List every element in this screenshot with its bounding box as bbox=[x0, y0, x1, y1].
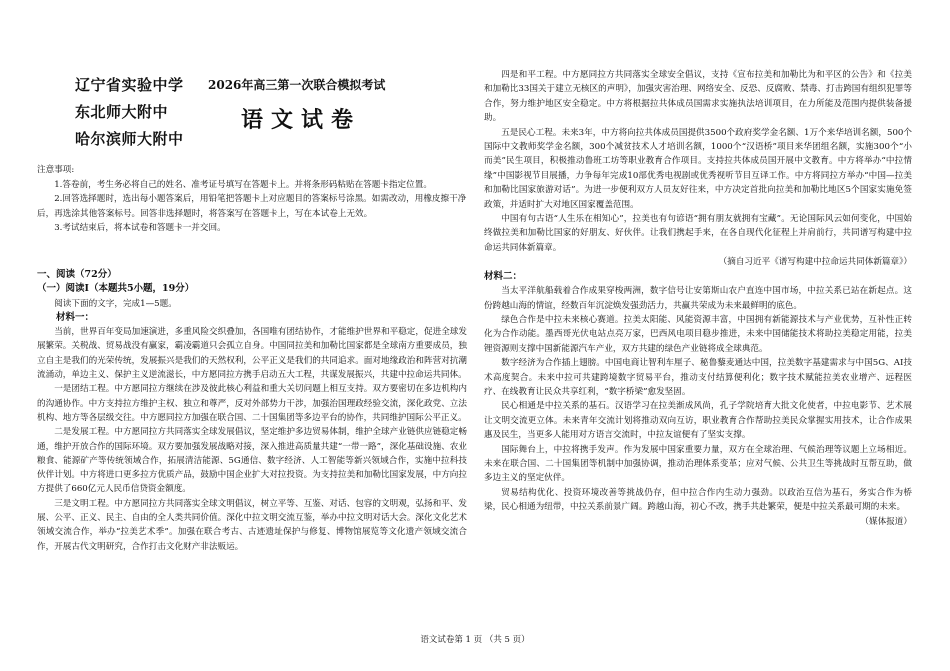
source-citation: （摘自习近平《谱写构建中拉命运共同体新篇章》） bbox=[718, 257, 912, 268]
paragraph: 当太平洋航船载着合作成果穿梭两洲，数字信号让安第斯山农户直连中国市场，中拉关系已站在新起点。这份跨越山海的情谊，经数百年沉淀焕发强劲活力，共赢共荣成为未来最鲜明的底色。 bbox=[484, 286, 912, 311]
paragraph: 一是团结工程。中方愿同拉方继续在涉及彼此核心利益和重大关切问题上相互支持。双方要密切在多边机构内的沟通协作。中方支持拉方维护主权、独立和尊严，反对外部势力干涉，加强治国理政经验交流，深化政党、立法机构、地方等各层级交往。中方愿同拉方加强在联合国、二十国集团等多边平台的协作，共同维护国际公平正义。 bbox=[37, 384, 467, 423]
right-column bbox=[484, 68, 912, 626]
notice-item: 3.考试结束后，将本试卷和答题卡一并交回。 bbox=[54, 223, 226, 233]
paragraph: 民心相通是中拉关系的基石。汉语学习在拉美渐成风尚，孔子学院培育大批文化使者，中拉电影节、艺术展让文明交流更立体。未来青年交流计划将推动双向互访，职业教育合作帮助拉美民众掌握实用技术，让合作成果惠及民生，当更多人能用对方语言交流时，中拉友谊便有了坚实支撑。 bbox=[484, 401, 912, 441]
paragraph: 五是民心工程。未来3年，中方将向拉共体成员国提供3500个政府奖学金名额、1万个来华培训名额，500个国际中文教师奖学金名额，300个减贫技术人才培训名额，1000个“汉语桥”项目来华团组名额，实施300个“小而美”民生项目，积极推动鲁班工坊等职业教育合作项目。支持拉共体成员国开展中文教育。中方将举办“中拉情缘”中国影视节目展播，力争每年完成10部优秀电视剧或优秀视听节目互译工作。中方将同拉方举办“中国—拉美和加勒比国家旅游对话”。为进一步便利双方人员友好往来，中方决定首批向拉美和加勒比地区5个国家实施免签政策，并适时扩大对地区国家覆盖范围。 bbox=[484, 127, 912, 210]
instruction: 阅读下面的文字，完成1—5题。 bbox=[54, 298, 177, 309]
school-name: 哈尔滨师大附中 bbox=[75, 130, 184, 148]
notice-item: 1.答卷前，考生务必将自己的姓名、准考证号填写在答题卡上。并将条形码粘贴在答题卡指定位置。 bbox=[54, 179, 432, 190]
paragraph: 国际舞台上，中拉将携手发声。作为发展中国家重要力量，双方在全球治理、气候治理等议题上立场相近。未来在联合国、二十国集团等机制中加强协调，推动治理体系变革；应对气候、公共卫生等挑战时互帮互助，做多边主义的坚定伙伴。 bbox=[484, 444, 912, 484]
exam-notice bbox=[37, 163, 467, 236]
left-column bbox=[37, 268, 467, 630]
school-names bbox=[75, 72, 195, 153]
notice-item: 2.回答选择题时，选出每小题答案后，用铅笔把答题卡上对应题目的答案标号涂黑。如需改动，用橡皮擦干净后，再选涂其他答案标号。回答非选择题时，将答案写在答题卡上，写在本试卷上无效。 bbox=[37, 194, 467, 219]
paragraph: 当前，世界百年变局加速演进，多重风险交织叠加，各国唯有团结协作，才能维护世界和平稳定，促进全球发展繁荣。关税战、贸易战没有赢家，霸凌霸道只会孤立自身。中国同拉美和加勒比国家都是全球南方重要成员，独立自主是我们的光荣传统，发展振兴是我们的天然权利，公平正义是我们的共同追求。面对地缘政治和阵营对抗潮流涌动，单边主义、保护主义逆流滋长，中方愿同拉方携手启动五大工程，共谋发展振兴，共建中拉命运共同体。 bbox=[37, 327, 467, 381]
subsection-heading: （一）阅读Ⅰ（本题共5小题，19分） bbox=[37, 283, 195, 295]
paragraph: 中国有句古语“人生乐在相知心”，拉美也有句谚语“拥有朋友就拥有宝藏”。无论国际风云如何变化，中国始终做拉美和加勒比国家的好朋友、好伙伴。让我们携起手来，在各自现代化征程上并肩前行，共同谱写构建中拉命运共同体新篇章。 bbox=[484, 214, 912, 253]
exam-title: 2026年高三第一次联合模拟考试 bbox=[208, 78, 386, 92]
material-label: 材料二： bbox=[484, 270, 523, 282]
page-footer: 语文试卷第 1 页 （共 5 页） bbox=[420, 635, 530, 645]
paragraph: 数字经济为合作插上翅膀。中国电商让智利车厘子、秘鲁藜麦通达中国，拉美数字基建需求与中国5G、AI技术高度契合。未来中拉可共建跨境数字贸易平台，推动支付结算便利化；数字技术赋能拉美农业增产、远程医疗、在线教育让民众共享红利，“数字桥梁”愈发坚固。 bbox=[484, 358, 912, 397]
paragraph: 二是发展工程。中方愿同拉方共同落实全球发展倡议，坚定维护多边贸易体制，维护全球产业链供应链稳定畅通，维护开放合作的国际环境。双方要加强发展战略对接，深入推进高质量共建“一带一路”，深化基础设施、农业粮食、能源矿产等传统领域合作，拓展清洁能源、5G通信、数字经济、人工智能等新兴领域合作，实施中拉科技伙伴计划。中方将进口更多拉方优质产品，鼓励中国企业扩大对拉投资。为支持拉美和加勒比国家发展，中方向拉方提供了660亿元人民币信贷资金额度。 bbox=[37, 427, 467, 495]
paragraph: 贸易结构优化、投资环境改善等挑战仍存，但中拉合作内生动力强劲。以政治互信为基石，务实合作为桥梁，民心相通为纽带，中拉关系前景广阔。跨越山海，初心不改，携手共赴繁荣，便是中拉关系最可期的未来。 bbox=[484, 487, 912, 513]
material-label: 材料一： bbox=[56, 311, 95, 323]
section-heading: 一、阅读（72分） bbox=[37, 269, 117, 280]
paragraph: 绿色合作是中拉未来核心赛道。拉美太阳能、风能资源丰富，中国拥有新能源技术与产业优势，互补性正转化为合作动能。墨西哥光伏电站点亮万家，巴西风电项目稳步推进，未来中国储能技术将助拉美稳定用能，拉美锂资源则支撑中国新能源汽车产业，双方共建的绿色产业链将成全球典范。 bbox=[484, 314, 912, 354]
school-name: 东北师大附中 bbox=[75, 103, 169, 121]
paragraph: 三是文明工程。中方愿同拉方共同落实全球文明倡议，树立平等、互鉴、对话、包容的文明观，弘扬和平、发展、公平、正义、民主、自由的全人类共同价值。深化中拉文明交流互鉴，举办中拉文明对话大会。深化文化艺术领域交流合作，举办“拉美艺术季”。加强在联合考古、古迹遗址保护与修复、博物馆展览等文化遗产领域交流合作，开展古代文明研究，合作打击文化财产非法贩运。 bbox=[37, 498, 467, 552]
source-citation: （媒体报道） bbox=[860, 516, 912, 527]
school-name: 辽宁省实验中学 bbox=[75, 76, 184, 94]
paragraph: 四是和平工程。中方愿同拉方共同落实全球安全倡议，支持《宣布拉美和加勒比为和平区的公告》和《拉美和加勒比33国关于建立无核区的声明》，加强灾害治理、网络安全、反恐、反腐败、禁毒、打击跨国有组织犯罪等合作，努力维护地区安全稳定。中方将根据拉共体成员国需求实施执法培训项目，在力所能及范围内提供装备援助。 bbox=[484, 70, 912, 124]
paper-title: 语文试卷 bbox=[241, 107, 362, 133]
notice-title: 注意事项: bbox=[37, 165, 75, 175]
